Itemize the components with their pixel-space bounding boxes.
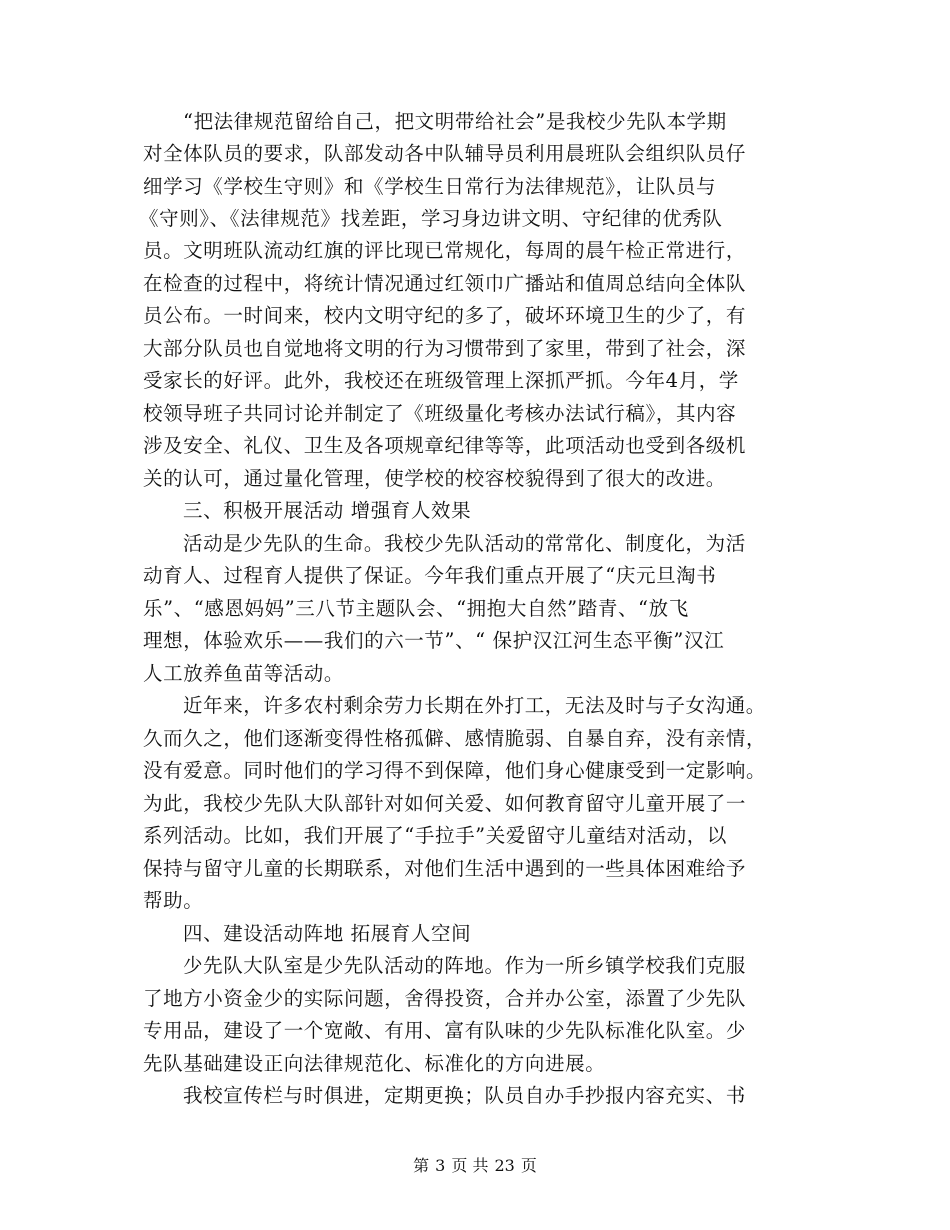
paragraph-line: 保持与留守儿童的长期联系，对他们生活中遇到的一些具体困难给予 xyxy=(143,857,747,880)
paragraph-line: 涉及安全、礼仪、卫生及各项规章纪律等等，此项活动也受到各级机 xyxy=(143,434,747,457)
footer-total-pages: 23 xyxy=(494,1156,515,1175)
paragraph-line: 活动是少先队的生命。我校少先队活动的常常化、制度化，为活 xyxy=(183,532,746,555)
section-heading: 四、建设活动阵地 拓展育人空间 xyxy=(183,922,472,945)
paragraph-line: 乐”、“感恩妈妈”三八节主题队会、“拥抱大自然”踏青、“放飞 xyxy=(143,597,689,620)
paragraph-line: 人工放养鱼苗等活动。 xyxy=(143,662,345,685)
paragraph-line: 近年来，许多农村剩余劳力长期在外打工，无法及时与子女沟通。 xyxy=(183,694,766,717)
paragraph-line: 员。文明班队流动红旗的评比现已常规化，每周的晨午检正常进行， xyxy=(143,239,747,262)
footer-page-number: 3 xyxy=(435,1156,446,1175)
paragraph-line: 动育人、过程育人提供了保证。今年我们重点开展了“庆元旦淘书 xyxy=(143,564,717,587)
paragraph-line: 没有爱意。同时他们的学习得不到保障，他们身心健康受到一定影响。 xyxy=(143,759,767,782)
paragraph-line: 细学习《学校生守则》和《学校生日常行为法律规范》，让队员与 xyxy=(143,175,717,198)
paragraph-line: 久而久之，他们逐渐变得性格孤僻、感情脆弱、自暴自弃，没有亲情， xyxy=(143,727,767,750)
paragraph-line: 在检查的过程中，将统计情况通过红领巾广播站和值周总结向全体队 xyxy=(143,272,747,295)
paragraph-line: 理想，体验欢乐——我们的六一节”、“ 保护汉江河生态平衡”汉江 xyxy=(143,629,725,652)
paragraph-line: 先队基础建设正向法律规范化、标准化的方向进展。 xyxy=(143,1052,606,1075)
paragraph-line: “把法律规范留给自己，把文明带给社会”是我校少先队本学期 xyxy=(183,110,727,133)
paragraph-line: 我校宣传栏与时俱进，定期更换；队员自办手抄报内容充实、书 xyxy=(183,1084,746,1107)
paragraph-line: 为此，我校少先队大队部针对如何关爱、如何教育留守儿童开展了一 xyxy=(143,792,747,815)
paragraph-line: 校领导班子共同讨论并制定了《班级量化考核办法试行稿》，其内容 xyxy=(143,402,737,425)
page-footer xyxy=(0,1154,950,1178)
paragraph-line: 员公布。一时间来，校内文明守纪的多了，破坏环境卫生的少了，有 xyxy=(143,304,747,327)
footer-suffix: 页 xyxy=(520,1156,537,1175)
footer-middle: 页 共 xyxy=(451,1156,489,1175)
paragraph-line: 帮助。 xyxy=(143,889,204,912)
paragraph-line: 少先队大队室是少先队活动的阵地。作为一所乡镇学校我们克服 xyxy=(183,954,746,977)
paragraph-line: 系列活动。比如，我们开展了“手拉手”关爱留守儿童结对活动，以 xyxy=(143,824,727,847)
paragraph-line: 专用品，建设了一个宽敞、有用、富有队味的少先队标准化队室。少 xyxy=(143,1019,747,1042)
paragraph-line: 了地方小资金少的实际问题，舍得投资，合并办公室，添置了少先队 xyxy=(143,987,747,1010)
paragraph-line: 《守则》、《法律规范》找差距，学习身边讲文明、守纪律的优秀队 xyxy=(139,207,723,230)
footer-prefix: 第 xyxy=(413,1156,430,1175)
paragraph-line: 关的认可，通过量化管理，使学校的校容校貌得到了很大的改进。 xyxy=(143,467,726,490)
paragraph-line: 受家长的好评。此外，我校还在班级管理上深抓严抓。今年4月，学 xyxy=(143,369,739,392)
paragraph-line: 大部分队员也自觉地将文明的行为习惯带到了家里，带到了社会，深 xyxy=(143,337,747,360)
section-heading: 三、积极开展活动 增强育人效果 xyxy=(183,499,472,522)
paragraph-line: 对全体队员的要求，队部发动各中队辅导员利用晨班队会组织队员仔 xyxy=(143,142,747,165)
